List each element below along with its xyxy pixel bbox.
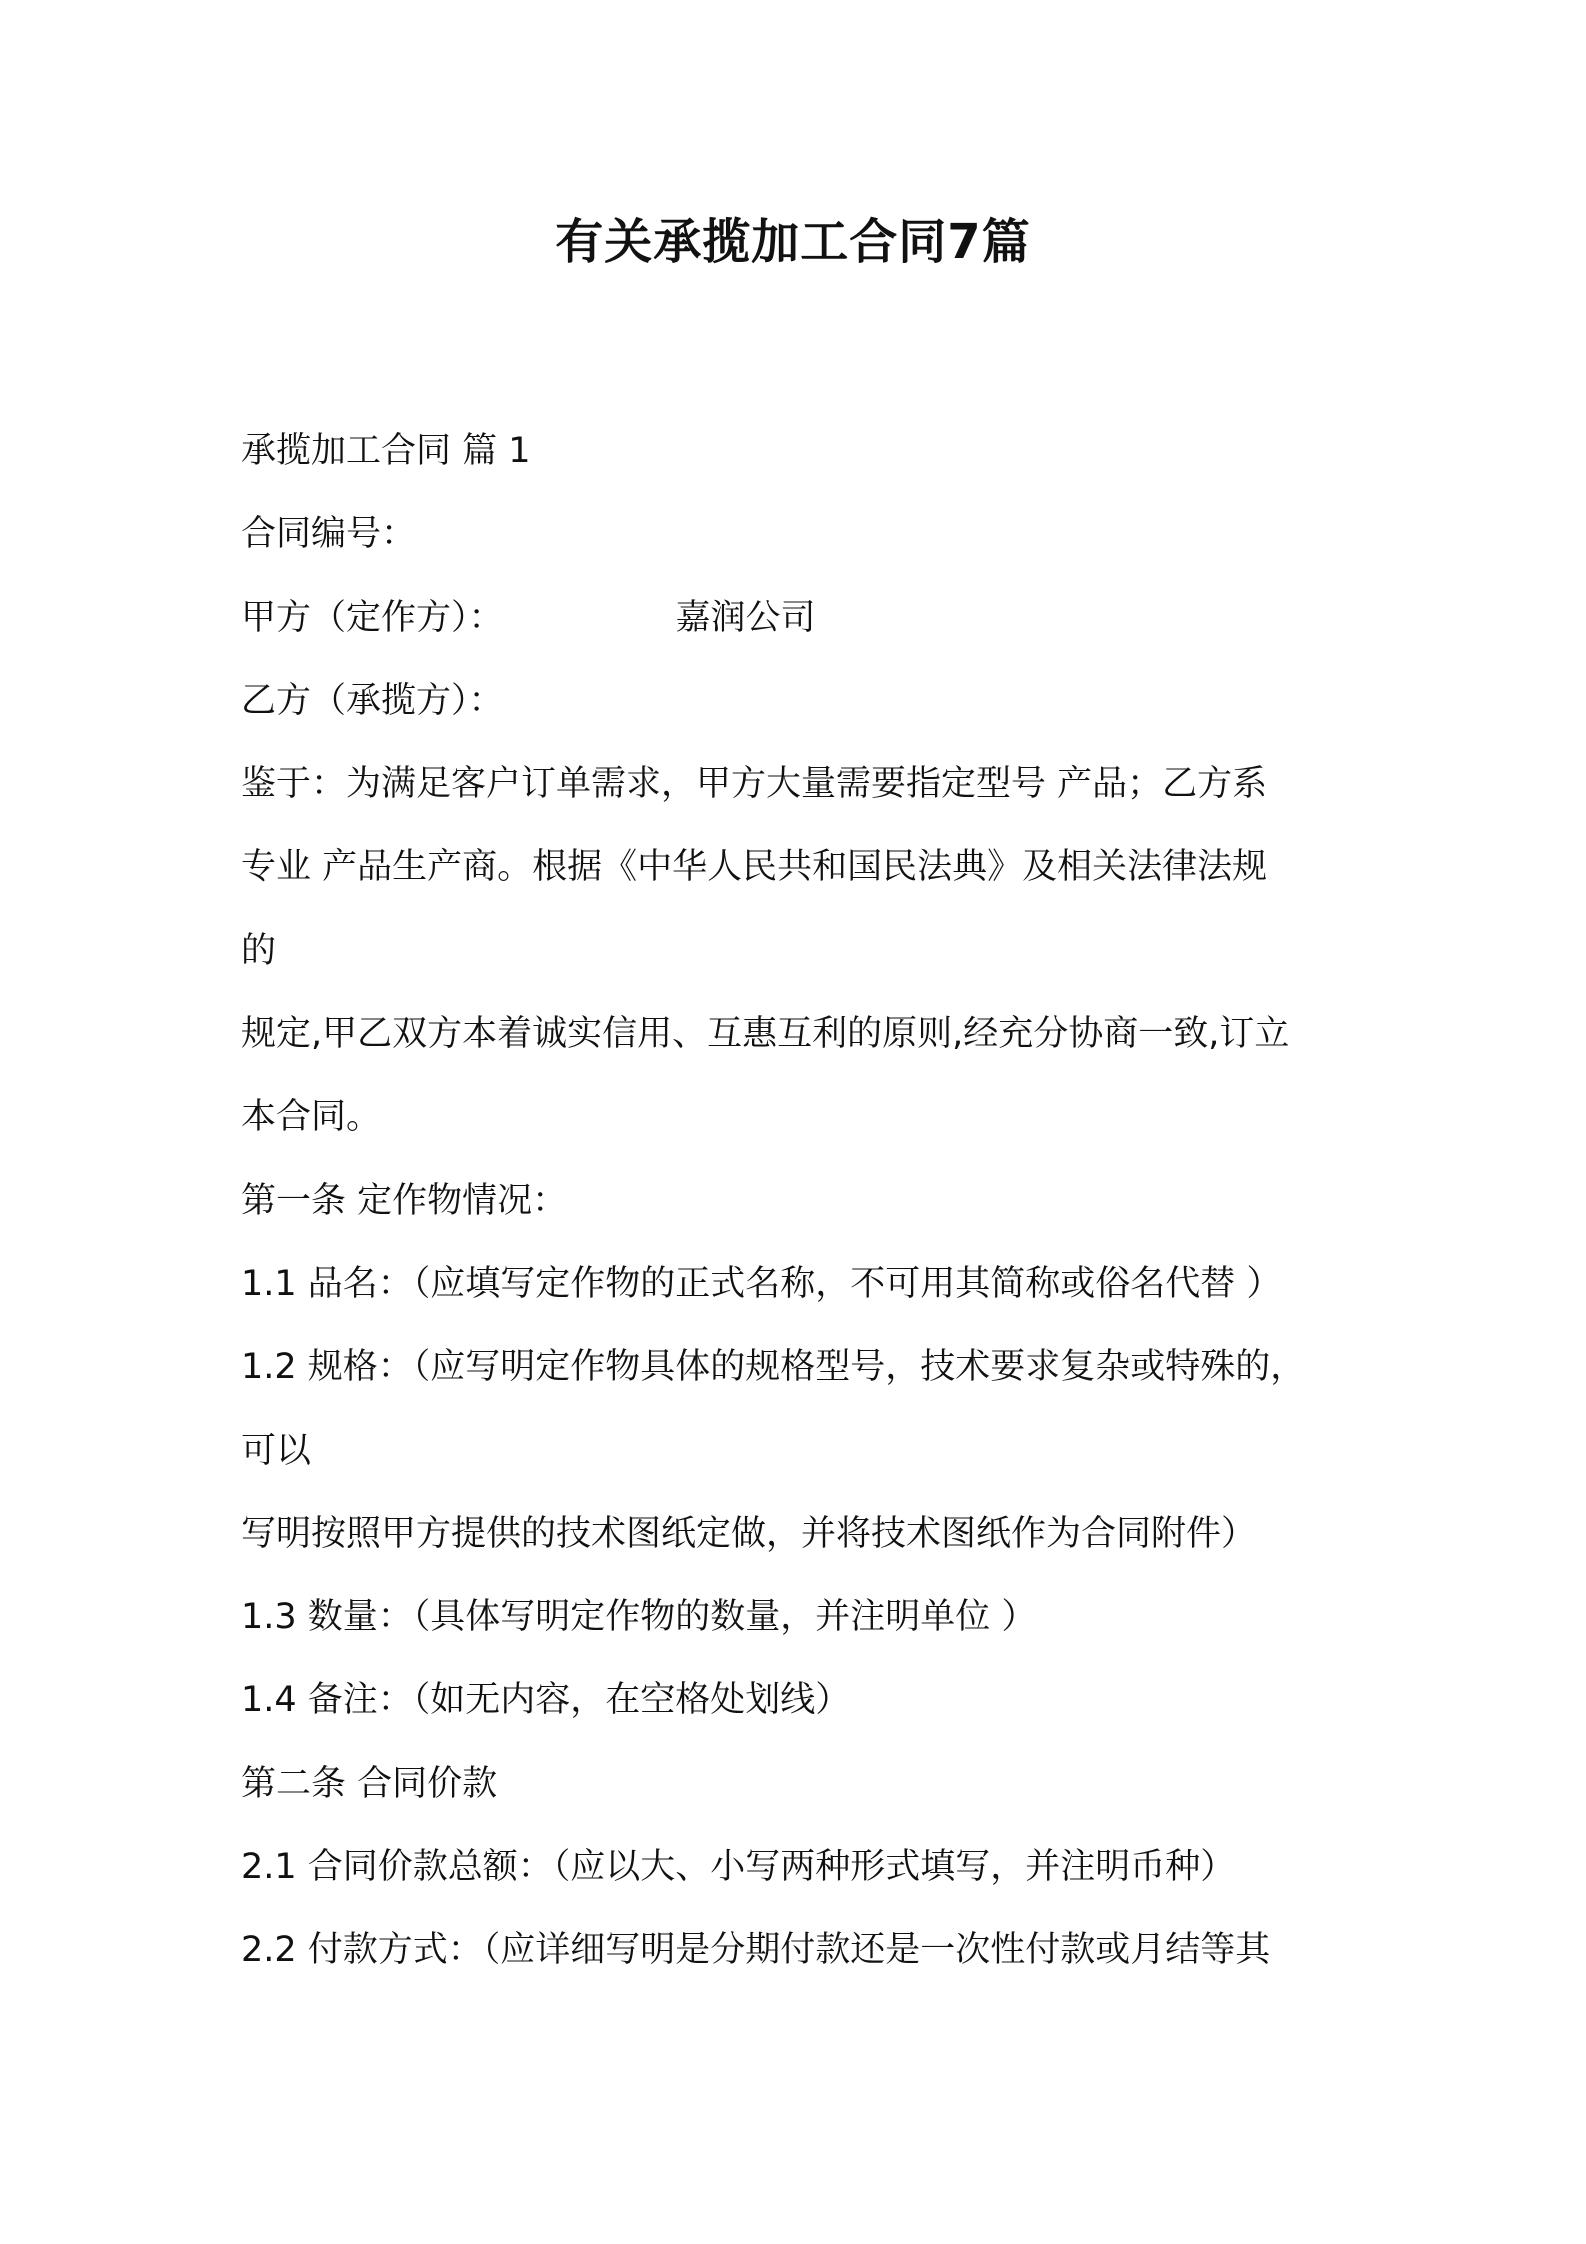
- paragraph-line: 规定,甲乙双方本着诚实信用、互惠互利的原则,经充分协商一致,订立: [241, 1014, 1290, 1055]
- article-2-heading: 第二条 合同价款: [241, 1763, 498, 1804]
- article-1-heading: 第一条 定作物情况：: [241, 1180, 568, 1221]
- clause-1-3: 1.3 数量：（具体写明定作物的数量，并注明单位 ）: [241, 1597, 1037, 1638]
- clause-2-1: 2.1 合同价款总额：（应以大、小写两种形式填写，并注明币种）: [241, 1847, 1236, 1888]
- clause-1-1: 1.1 品名：（应填写定作物的正式名称，不可用其简称或俗名代替 ）: [241, 1263, 1282, 1304]
- document-title: 有关承揽加工合同7篇: [555, 214, 1031, 270]
- clause-1-2: 1.2 规格：（应写明定作物具体的规格型号，技术要求复杂或特殊的，: [241, 1347, 1306, 1388]
- clause-2-2: 2.2 付款方式：（应详细写明是分期付款还是一次性付款或月结等其: [241, 1930, 1271, 1971]
- contract-number-line: 合同编号：: [241, 514, 417, 555]
- paragraph-line: 本合同。: [241, 1097, 382, 1138]
- party-b-line: 乙方（承揽方）：: [241, 680, 504, 721]
- clause-1-2-continued: 写明按照甲方提供的技术图纸定做，并将技术图纸作为合同附件）: [241, 1513, 1257, 1554]
- paragraph-line: 鉴于：为满足客户订单需求，甲方大量需要指定型号 产品；乙方系: [241, 764, 1268, 805]
- clause-1-2-continued: 可以: [241, 1430, 312, 1471]
- paragraph-line: 的: [241, 930, 277, 971]
- party-a-name: 嘉润公司: [675, 597, 816, 638]
- document-body: [241, 410, 1391, 1993]
- party-a-line: [241, 577, 1391, 660]
- paragraph-line: 专业 产品生产商。根据《中华人民共和国民法典》及相关法律法规: [241, 847, 1268, 888]
- clause-1-4: 1.4 备注：（如无内容，在空格处划线）: [241, 1680, 851, 1721]
- section-heading-contract-1: 承揽加工合同 篇 1: [241, 431, 531, 471]
- party-a-label: 甲方（定作方）：: [241, 597, 504, 638]
